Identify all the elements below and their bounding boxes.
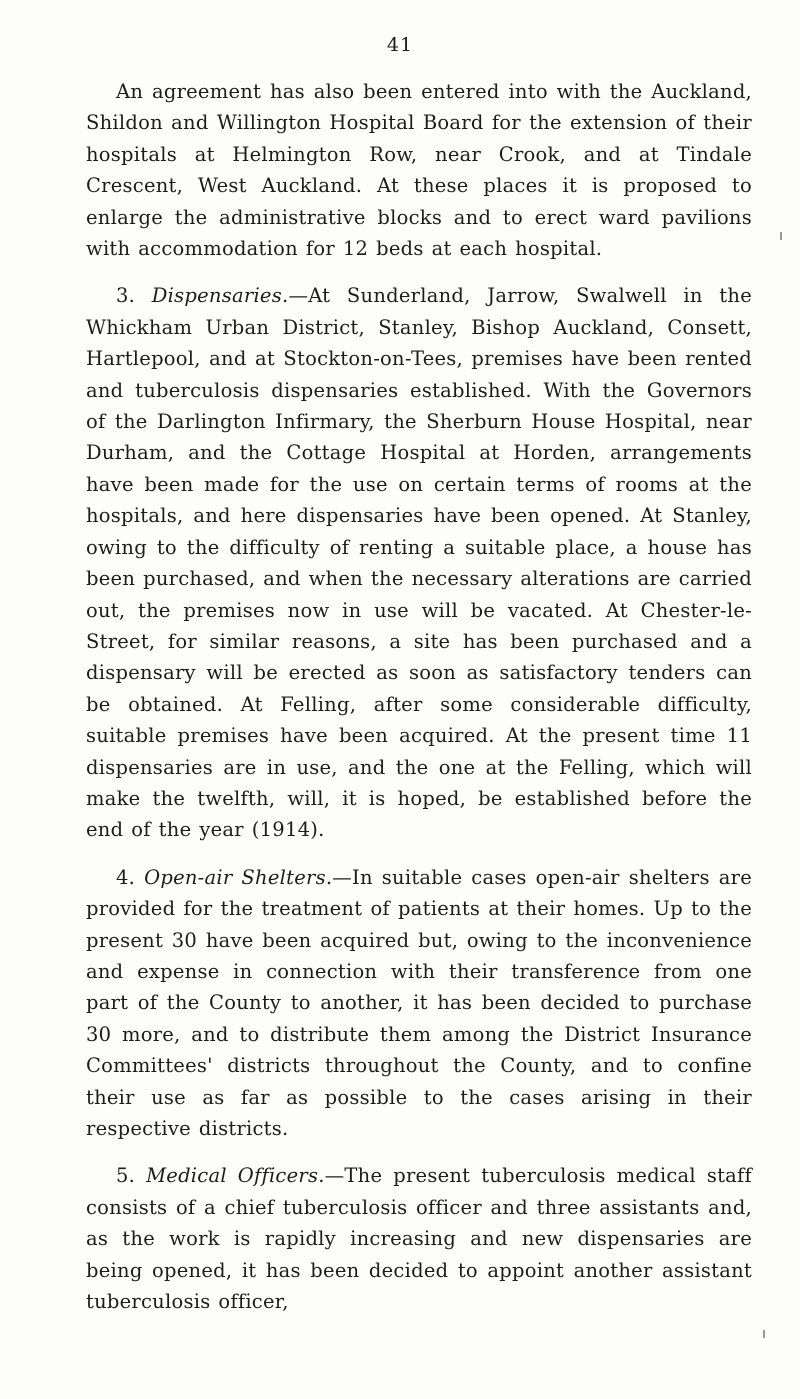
section-number: 3. [116, 284, 152, 308]
section-heading: Medical Officers. [146, 1164, 325, 1188]
section-number: 4. [116, 865, 145, 889]
section-heading: Dispensaries. [151, 284, 289, 308]
body-text [86, 76, 752, 1333]
paragraph-text: An agreement has also been entered into with the Auckland, Shildon and Willington Hospital Board for the extension of their hospitals at Helmington Row, near Crook, and at Tindale Crescent, West Auckland. At these places it is proposed to enlarge the administrative blocks and to erect ward pavilions with accommodation for 12 beds at each hospital. [86, 80, 752, 261]
paragraph-text: —At Sunderland, Jarrow, Swalwell in the Whickham Urban District, Stanley, Bishop Auckland, Consett, Hartlepool, and at Stockton-on-Tees, premises have been rented and tuberculosis dispensaries established. With the Governors of the Darlington Infirmary, the Sherburn House Hospital, near Durham, and the Cottage Hospital at Horden, arrangements have been made for the use on certain terms of rooms at the hospitals, and here dispensaries have been opened. At Stanley, owing to the difficulty of renting a suitable place, a house has been purchased, and when the necessary alterations are carried out, the premises now in use will be vacated. At Chester-le-Street, for similar reasons, a site has been purchased and a dispensary will be erected as soon as satisfactory tenders can be obtained. At Felling, after some considerable difficulty, suitable premises have been acquired. At the present time 11 dispensaries are in use, and the one at the Felling, which will make the twelfth, will, it is hoped, be established before the end of the year (1914). [86, 284, 752, 842]
paragraph-text: —In suitable cases open-air shelters are provided for the treatment of patients at their homes. Up to the present 30 have been acquired but, owing to the inconvenience and expense in connection with their transference from one part of the County to another, it has been decided to purchase 30 more, and to distribute them among the District Insurance Committees' districts throughout the County, and to confine their use as far as possible to the cases arising in their respective districts. [86, 865, 752, 1140]
paragraph-dispensaries [86, 280, 752, 845]
paragraph-medical-officers [86, 1160, 752, 1317]
scan-speck [780, 232, 782, 240]
paragraph-hospital-agreement [86, 76, 752, 264]
section-number: 5. [116, 1164, 147, 1188]
paragraph-text: —The present tuberculosis medical staff consists of a chief tuberculosis officer and three assistants and, as the work is rapidly increasing and new dispensaries are being opened, it has been decided to appoint another assistant tuberculosis officer, [86, 1164, 752, 1314]
section-heading: Open-air Shelters. [144, 865, 333, 889]
scan-speck [763, 1330, 765, 1338]
paragraph-open-air-shelters [86, 862, 752, 1145]
page-number: 41 [386, 34, 414, 56]
